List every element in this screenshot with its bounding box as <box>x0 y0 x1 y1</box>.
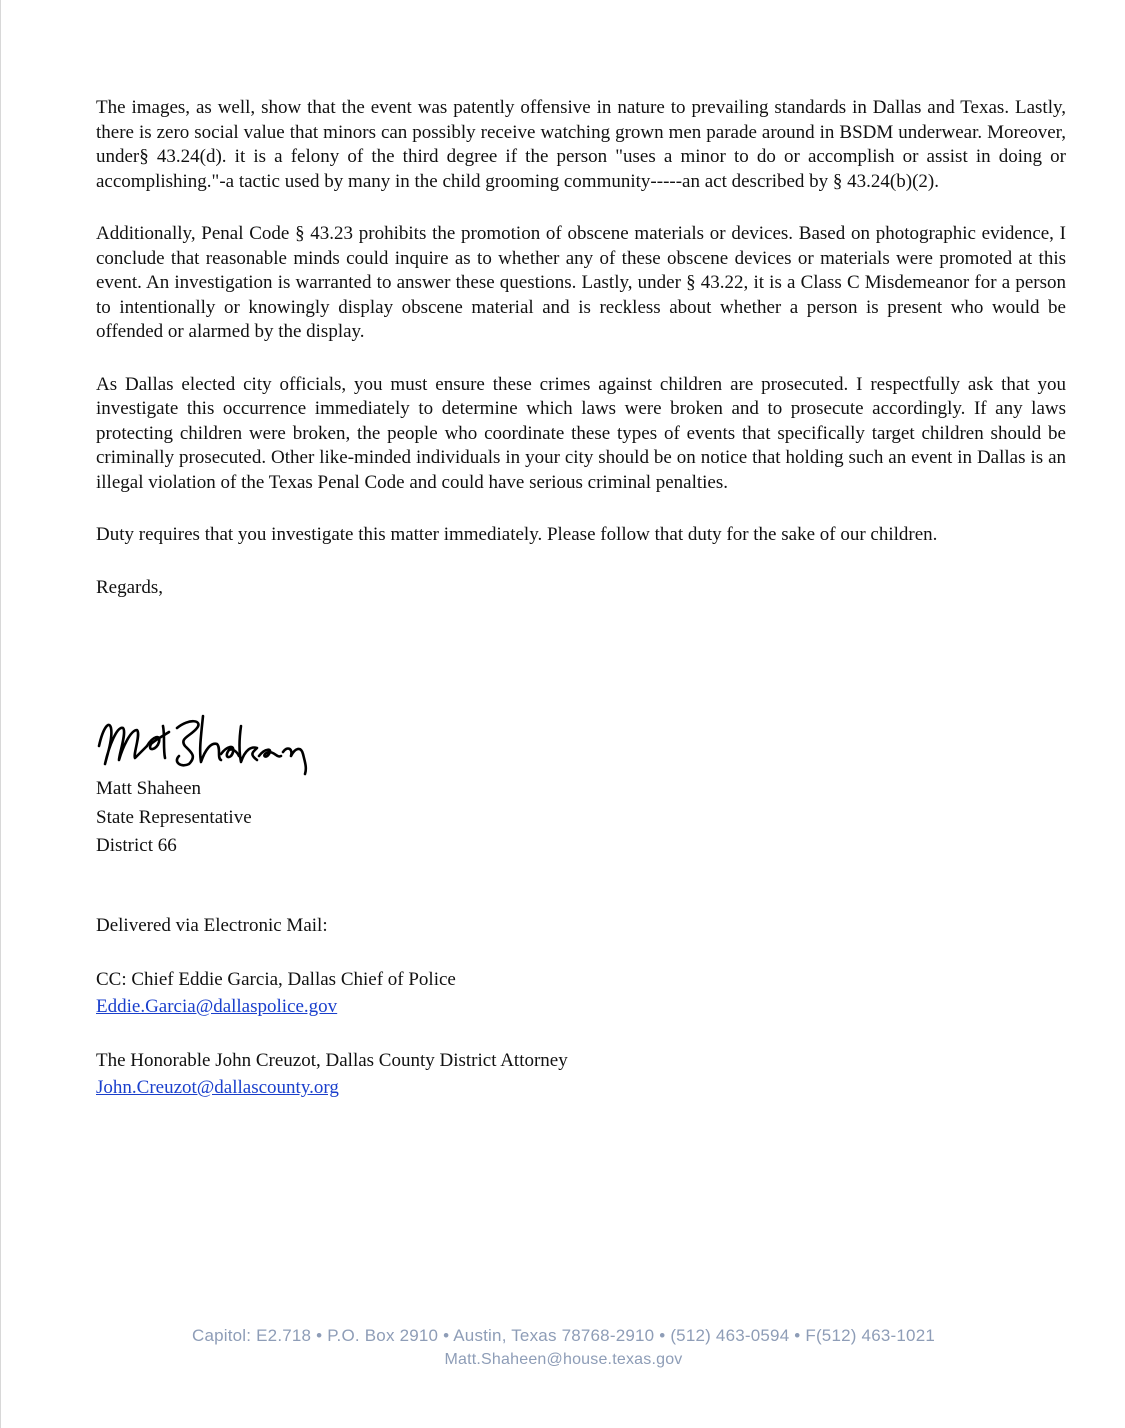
cc-email-link-1[interactable]: Eddie.Garcia@dallaspolice.gov <box>96 996 338 1017</box>
closing-salutation: Regards, <box>96 576 164 598</box>
footer-address: Capitol: E2.718 • P.O. Box 2910 • Austin, Texas 78768-2910 • (512) 463-0594 • F(512) 463-1021 <box>191 1326 936 1345</box>
delivery-section <box>96 912 896 1101</box>
signer-title: State Representative <box>96 806 252 828</box>
paragraph-3: As Dallas elected city officials, you must ensure these crimes against children are prosecuted. I respectfully ask that you investigate this occurrence immediately to determine which laws were broken and to prosecute accordingly. If any laws protecting children were broken, the people who coordinate these types of events that specifically target children should be criminally prosecuted. Other like-minded individuals in your city should be on notice that holding such an event in Dallas is an illegal violation of the Texas Penal Code and could have serious criminal penalties. <box>96 373 1066 493</box>
paragraph-4: Duty requires that you investigate this matter immediately. Please follow that duty for the sake of our children. <box>96 524 938 545</box>
handwritten-signature <box>93 706 323 776</box>
spacer <box>96 939 896 966</box>
cc-recipient-1: CC: Chief Eddie Garcia, Dallas Chief of Police <box>96 969 456 990</box>
signature-block <box>96 775 252 861</box>
letterhead-footer <box>1 1324 1125 1372</box>
letter-body <box>96 96 1066 600</box>
cc-recipient-2: The Honorable John Creuzot, Dallas County District Attorney <box>96 1050 568 1071</box>
signer-name: Matt Shaheen <box>96 778 202 799</box>
cc-email-link-2[interactable]: John.Creuzot@dallascounty.org <box>96 1077 339 1098</box>
spacer <box>96 1020 896 1047</box>
delivery-method: Delivered via Electronic Mail: <box>96 915 328 936</box>
footer-email: Matt.Shaheen@house.texas.gov <box>444 1351 683 1368</box>
paragraph-1: The images, as well, show that the event was patently offensive in nature to prevailing standards in Dallas and Texas. Lastly, there is zero social value that minors can possibly receive watching grown men parade around in BSDM underwear. Moreover, under§ 43.24(d). it is a felony of the third degree if the person "uses a minor to do or accomplish or assist in doing or accomplishing."-a tactic used by many in the child grooming community-----an act described by § 43.24(b)(2). <box>96 97 1066 192</box>
signer-district: District 66 <box>96 835 177 856</box>
paragraph-2: Additionally, Penal Code § 43.23 prohibits the promotion of obscene materials or devices. Based on photographic evidence, I conclude that reasonable minds could inquire as to whether any of these obscene devices or materials were promoted at this event. An investigation is warranted to answer these questions. Lastly, under § 43.22, it is a Class C Misdemeanor for a person to intentionally or knowingly display obscene material and is reckless about whether a person is present who would be offended or alarmed by the display. <box>96 223 1066 342</box>
